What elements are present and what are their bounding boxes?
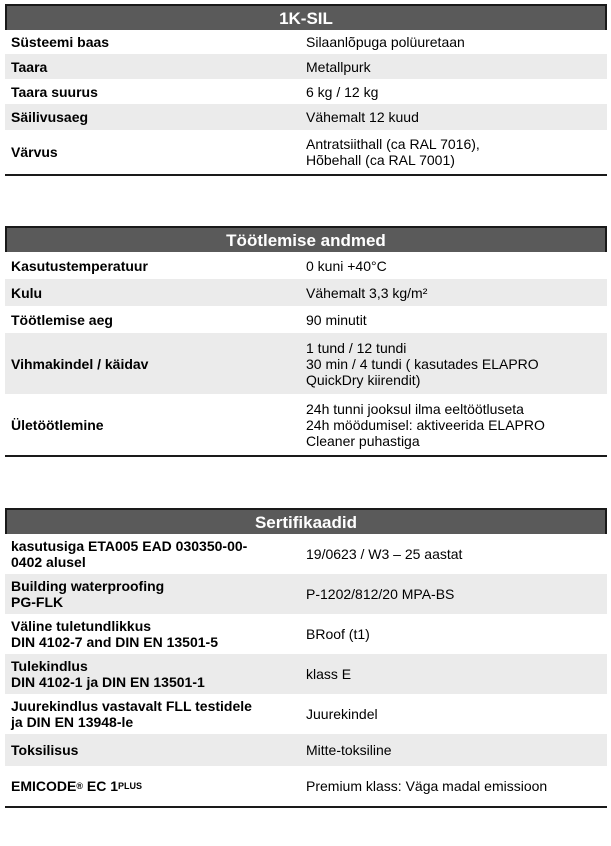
row-value: Vähemalt 3,3 kg/m² — [306, 284, 428, 301]
table-row — [5, 79, 607, 104]
table-row — [5, 30, 607, 54]
row-value: 1 tund / 12 tundi 30 min / 4 tundi ( kasutades ELAPRO QuickDry kiirendit) — [306, 339, 539, 388]
table-product — [5, 4, 607, 176]
row-value: Premium klass: Väga madal emissioon — [306, 778, 548, 794]
row-label: Tulekindlus DIN 4102-1 ja DIN EN 13501-1 — [11, 658, 205, 690]
table-row — [5, 333, 607, 394]
table-row — [5, 734, 607, 766]
section-title: Töötlemise andmed — [5, 226, 607, 252]
table-certificates — [5, 508, 607, 808]
row-label: Vihmakindel / käidav — [11, 355, 149, 372]
table-row — [5, 104, 607, 130]
row-value: 19/0623 / W3 – 25 aastat — [306, 546, 463, 562]
table-processing — [5, 226, 607, 457]
row-label: Töötlemise aeg — [11, 311, 113, 328]
row-label-emicode: EMICODE ® EC 1 PLUS — [11, 778, 143, 794]
row-value: BRoof (t1) — [306, 626, 370, 642]
row-value: Silaanlõpuga polüuretaan — [306, 34, 465, 50]
table-row — [5, 614, 607, 654]
row-label: Värvus — [11, 144, 58, 160]
emicode-class: EC 1 — [82, 778, 118, 794]
row-label: Kasutustemperatuur — [11, 257, 148, 274]
row-label: Building waterproofing PG-FLK — [11, 578, 165, 610]
table-row — [5, 306, 607, 333]
table-row — [5, 654, 607, 694]
row-label: Ületöötlemine — [11, 416, 104, 433]
row-label: Säilivusaeg — [11, 109, 89, 125]
row-value: 24h tunni jooksul ilma eeltöötluseta 24h möödumisel: aktiveerida ELAPRO Cleaner puhastiga — [306, 400, 545, 449]
row-value: Mitte-toksiline — [306, 742, 392, 758]
table-row — [5, 130, 607, 174]
table-row — [5, 279, 607, 306]
table-row — [5, 574, 607, 614]
row-value: 6 kg / 12 kg — [306, 83, 379, 100]
row-label: Süsteemi baas — [11, 34, 110, 50]
table-row — [5, 694, 607, 734]
row-value: Metallpurk — [306, 58, 371, 75]
row-value: P-1202/812/20 MPA-BS — [306, 586, 455, 602]
row-value: 0 kuni +40°C — [306, 257, 387, 274]
row-label: kasutusiga ETA005 EAD 030350-00- 0402 alusel — [11, 538, 248, 570]
row-label: Taara — [11, 58, 48, 75]
table-row — [5, 766, 607, 806]
emicode-text: EMICODE — [11, 778, 77, 794]
row-value: Juurekindel — [306, 706, 378, 722]
row-label: Väline tuletundlikkus DIN 4102-7 and DIN EN 13501-5 — [11, 618, 218, 650]
row-value: 90 minutit — [306, 311, 367, 328]
table-row — [5, 252, 607, 279]
section-title: 1K-SIL — [5, 4, 607, 30]
table-row — [5, 534, 607, 574]
row-label: Kulu — [11, 284, 43, 301]
row-label: Toksilisus — [11, 742, 79, 758]
row-label: Taara suurus — [11, 83, 98, 100]
row-value: Antratsiithall (ca RAL 7016), Hõbehall (ca RAL 7001) — [306, 136, 480, 168]
table-row — [5, 54, 607, 79]
table-row — [5, 394, 607, 455]
row-label: Juurekindlus vastavalt FLL testidele ja DIN EN 13948-le — [11, 698, 252, 730]
row-value: Vähemalt 12 kuud — [306, 109, 419, 125]
section-title: Sertifikaadid — [5, 508, 607, 534]
row-value: klass E — [306, 666, 352, 682]
